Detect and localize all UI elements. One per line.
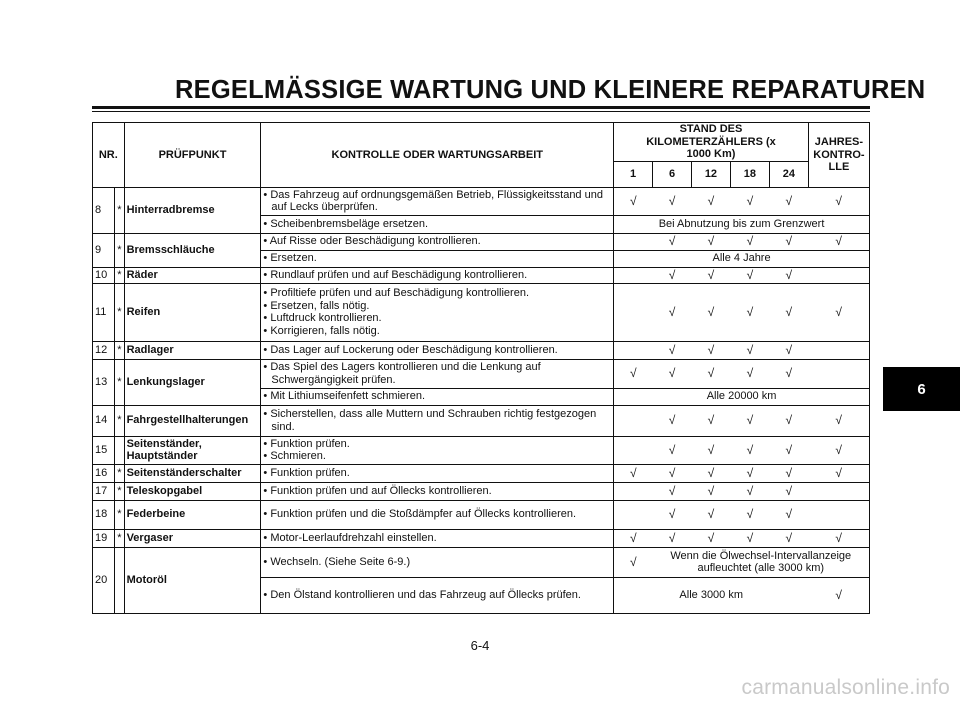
row-task — [261, 283, 614, 341]
check-cell — [614, 341, 653, 359]
check-cell — [808, 341, 869, 359]
table-row — [93, 500, 870, 529]
header-km-12: 12 — [691, 161, 730, 187]
task-line: • Wechseln. (Siehe Seite 6-9.) — [263, 555, 411, 568]
page-number: 6-4 — [470, 638, 490, 653]
check-cell: √ — [691, 341, 730, 359]
check-cell: √ — [730, 283, 769, 341]
row-task — [261, 500, 614, 529]
check-cell: √ — [691, 283, 730, 341]
row-task — [261, 436, 614, 464]
check-cell — [614, 283, 653, 341]
table-row — [93, 547, 870, 577]
task-line: • Das Spiel des Lagers kontrollieren und die Lenkung auf Schwergängigkeit prüfen. — [263, 361, 541, 386]
task-line: • Scheibenbremsbeläge ersetzen. — [263, 217, 429, 230]
check-cell: √ — [691, 482, 730, 500]
table-row — [93, 283, 870, 341]
check-cell: √ — [653, 500, 692, 529]
row-star — [115, 436, 124, 464]
task-line: • Ersetzen, falls nötig. — [263, 299, 370, 312]
check-cell — [614, 267, 653, 283]
row-number: 15 — [93, 436, 115, 464]
check-cell: √ — [808, 464, 869, 482]
row-number: 16 — [93, 464, 115, 482]
table-row — [93, 405, 870, 436]
check-cell: √ — [653, 341, 692, 359]
check-cell: √ — [808, 577, 869, 613]
row-star: * — [115, 267, 124, 283]
task-line: • Schmieren. — [263, 450, 326, 462]
title-rule-thin — [92, 111, 870, 112]
interval-note: Wenn die Ölwechsel-Intervallanzeige aufleuchtet (alle 3000 km) — [653, 547, 870, 577]
interval-note: Bei Abnutzung bis zum Grenzwert — [614, 215, 870, 233]
check-cell: √ — [769, 529, 808, 547]
task-line: • Motor-Leerlaufdrehzahl einstellen. — [263, 531, 437, 544]
page-title: REGELMÄSSIGE WARTUNG UND KLEINERE REPARATUREN — [175, 76, 926, 104]
row-number: 20 — [93, 547, 115, 613]
check-cell: √ — [808, 405, 869, 436]
check-cell — [808, 482, 869, 500]
row-item: Hinterradbremse — [124, 187, 261, 233]
title-rule-thick — [92, 106, 870, 109]
check-cell: √ — [653, 187, 692, 215]
header-item: PRÜFPUNKT — [124, 123, 261, 188]
check-cell: √ — [808, 283, 869, 341]
row-item: Motoröl — [124, 547, 261, 613]
check-cell: √ — [730, 341, 769, 359]
table-row — [93, 341, 870, 359]
check-cell: √ — [769, 436, 808, 464]
footer-watermark: carmanualsonline.info — [741, 676, 950, 699]
header-odometer: STAND DES KILOMETERZÄHLERS (x 1000 Km) — [614, 123, 809, 162]
row-task — [261, 215, 614, 233]
table-row — [93, 482, 870, 500]
check-cell: √ — [653, 482, 692, 500]
task-line: • Funktion prüfen und die Stoßdämpfer auf Öllecks kontrollieren. — [263, 508, 577, 521]
row-item: Vergaser — [124, 529, 261, 547]
row-number: 9 — [93, 233, 115, 267]
row-task — [261, 187, 614, 215]
check-cell: √ — [769, 500, 808, 529]
row-item: Bremsschläuche — [124, 233, 261, 267]
check-cell: √ — [730, 267, 769, 283]
maintenance-table — [92, 122, 870, 614]
check-cell: √ — [769, 405, 808, 436]
row-number: 8 — [93, 187, 115, 233]
table-body — [93, 187, 870, 613]
check-cell: √ — [808, 233, 869, 250]
check-cell: √ — [691, 233, 730, 250]
row-task — [261, 233, 614, 250]
row-number: 13 — [93, 359, 115, 405]
row-star: * — [115, 500, 124, 529]
check-cell: √ — [769, 359, 808, 388]
check-cell: √ — [691, 187, 730, 215]
header-nr: NR. — [93, 123, 125, 188]
row-item: Fahrgestellhalterungen — [124, 405, 261, 436]
check-cell: √ — [691, 529, 730, 547]
task-line: • Profiltiefe prüfen und auf Beschädigung kontrollieren. — [263, 287, 529, 299]
row-task — [261, 577, 614, 613]
row-item: Räder — [124, 267, 261, 283]
check-cell: √ — [653, 405, 692, 436]
task-line: • Luftdruck kontrollieren. — [263, 312, 382, 324]
check-cell: √ — [691, 359, 730, 388]
row-star: * — [115, 233, 124, 267]
header-km-24: 24 — [769, 161, 808, 187]
task-line: • Den Ölstand kontrollieren und das Fahrzeug auf Öllecks prüfen. — [263, 588, 581, 601]
check-cell: √ — [730, 187, 769, 215]
task-line: • Ersetzen. — [263, 252, 317, 265]
row-item: Teleskopgabel — [124, 482, 261, 500]
header-task: KONTROLLE ODER WARTUNGSARBEIT — [261, 123, 614, 188]
table-row — [93, 464, 870, 482]
row-task — [261, 267, 614, 283]
check-cell: √ — [653, 267, 692, 283]
header-km-6: 6 — [653, 161, 692, 187]
check-cell: √ — [730, 405, 769, 436]
check-cell: √ — [730, 500, 769, 529]
check-cell: √ — [691, 464, 730, 482]
header-km-1: 1 — [614, 161, 653, 187]
task-line: • Mit Lithiumseifenfett schmieren. — [263, 390, 426, 403]
row-number: 14 — [93, 405, 115, 436]
check-cell: √ — [769, 283, 808, 341]
task-line: • Sicherstellen, dass alle Muttern und Schrauben richtig festgezogen sind. — [263, 408, 597, 433]
task-line: • Auf Risse oder Beschädigung kontrollieren. — [263, 235, 481, 248]
row-item: Seitenständer, Hauptständer — [124, 436, 261, 464]
check-cell: √ — [653, 359, 692, 388]
row-number: 17 — [93, 482, 115, 500]
check-cell — [614, 436, 653, 464]
row-number: 18 — [93, 500, 115, 529]
check-cell: √ — [653, 464, 692, 482]
check-cell: √ — [769, 464, 808, 482]
row-task — [261, 388, 614, 405]
check-cell: √ — [653, 436, 692, 464]
row-item: Seitenständerschalter — [124, 464, 261, 482]
check-cell: √ — [730, 482, 769, 500]
row-number: 11 — [93, 283, 115, 341]
interval-note: Alle 3000 km — [614, 577, 809, 613]
row-star: * — [115, 482, 124, 500]
row-star: * — [115, 464, 124, 482]
table-row — [93, 359, 870, 388]
check-cell — [614, 500, 653, 529]
check-cell: √ — [614, 529, 653, 547]
row-task — [261, 405, 614, 436]
check-cell: √ — [808, 187, 869, 215]
row-number: 10 — [93, 267, 115, 283]
check-cell: √ — [730, 464, 769, 482]
row-number: 12 — [93, 341, 115, 359]
row-star: * — [115, 187, 124, 233]
check-cell — [614, 233, 653, 250]
row-task — [261, 250, 614, 267]
check-cell — [614, 405, 653, 436]
task-line: • Korrigieren, falls nötig. — [263, 324, 380, 337]
check-cell: √ — [614, 547, 653, 577]
row-star: * — [115, 529, 124, 547]
table-row — [93, 529, 870, 547]
interval-note: Alle 20000 km — [614, 388, 870, 405]
check-cell — [808, 359, 869, 388]
row-item: Federbeine — [124, 500, 261, 529]
table-row — [93, 233, 870, 250]
check-cell: √ — [769, 233, 808, 250]
task-line: • Das Lager auf Lockerung oder Beschädigung kontrollieren. — [263, 343, 558, 356]
check-cell: √ — [769, 482, 808, 500]
task-line: • Funktion prüfen. — [263, 437, 350, 450]
header-annual: JAHRES-KONTRO-LLE — [808, 123, 869, 188]
row-item: Reifen — [124, 283, 261, 341]
task-line: • Rundlauf prüfen und auf Beschädigung kontrollieren. — [263, 268, 528, 281]
row-task — [261, 359, 614, 388]
check-cell: √ — [808, 436, 869, 464]
row-task — [261, 341, 614, 359]
check-cell: √ — [808, 529, 869, 547]
check-cell: √ — [691, 267, 730, 283]
check-cell: √ — [691, 500, 730, 529]
chapter-tab[interactable]: 6 — [883, 367, 960, 411]
table-row — [93, 267, 870, 283]
check-cell: √ — [653, 233, 692, 250]
check-cell: √ — [691, 405, 730, 436]
check-cell: √ — [730, 233, 769, 250]
row-task — [261, 464, 614, 482]
row-star: * — [115, 405, 124, 436]
check-cell: √ — [614, 464, 653, 482]
task-line: • Funktion prüfen und auf Öllecks kontrollieren. — [263, 484, 492, 497]
check-cell — [808, 500, 869, 529]
check-cell — [614, 482, 653, 500]
check-cell: √ — [653, 283, 692, 341]
row-star: * — [115, 283, 124, 341]
row-task — [261, 547, 614, 577]
task-line: • Das Fahrzeug auf ordnungsgemäßen Betrieb, Flüssigkeitsstand und auf Lecks überprüfen. — [263, 188, 603, 213]
table-row — [93, 436, 870, 464]
check-cell: √ — [614, 359, 653, 388]
check-cell: √ — [653, 529, 692, 547]
check-cell: √ — [769, 267, 808, 283]
row-number: 19 — [93, 529, 115, 547]
check-cell: √ — [730, 436, 769, 464]
table-row — [93, 187, 870, 215]
row-star: * — [115, 359, 124, 405]
task-line: • Funktion prüfen. — [263, 466, 350, 479]
row-star — [115, 547, 124, 613]
check-cell: √ — [730, 529, 769, 547]
row-item: Lenkungslager — [124, 359, 261, 405]
row-task — [261, 529, 614, 547]
check-cell: √ — [769, 187, 808, 215]
row-item: Radlager — [124, 341, 261, 359]
interval-note: Alle 4 Jahre — [614, 250, 870, 267]
check-cell: √ — [614, 187, 653, 215]
header-km-18: 18 — [730, 161, 769, 187]
row-task — [261, 482, 614, 500]
check-cell: √ — [691, 436, 730, 464]
check-cell — [808, 267, 869, 283]
row-star: * — [115, 341, 124, 359]
check-cell: √ — [769, 341, 808, 359]
check-cell: √ — [730, 359, 769, 388]
